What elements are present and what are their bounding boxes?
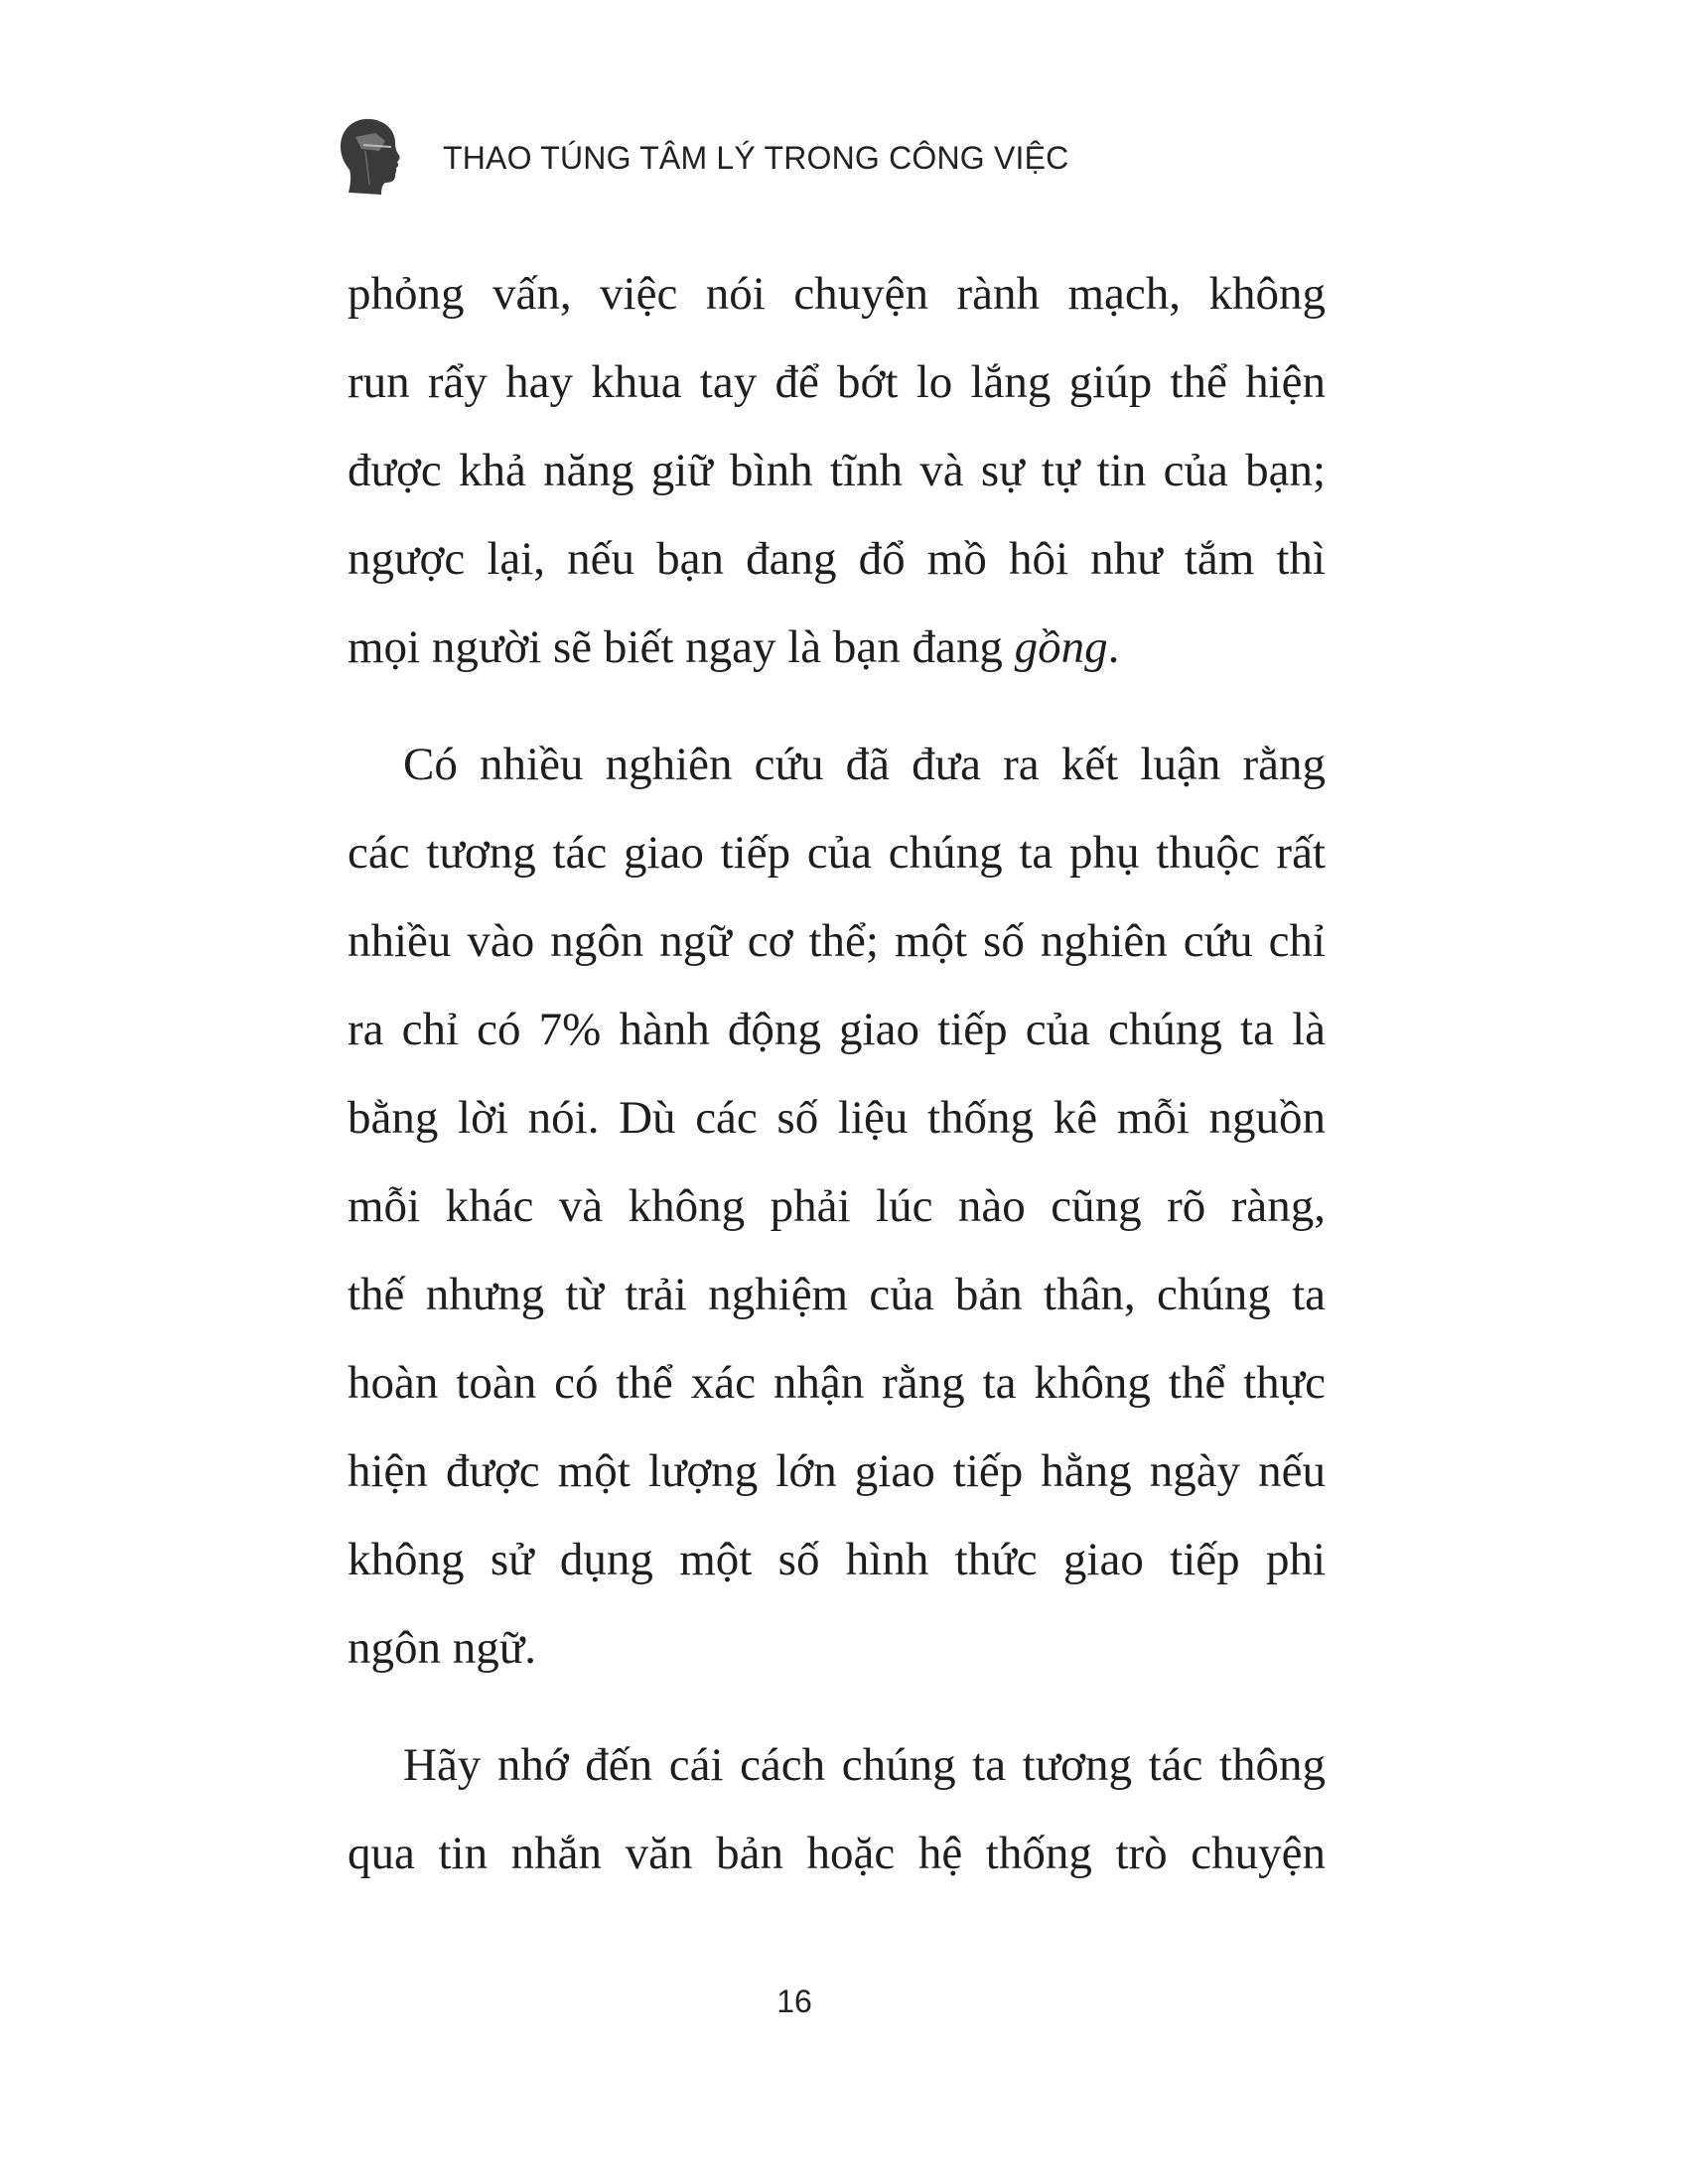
punctuation: . <box>1107 621 1120 673</box>
head-silhouette-icon <box>336 115 415 197</box>
text-segment: mọi người sẽ biết ngay là bạn đang <box>348 621 1015 673</box>
paragraph-3 <box>348 1721 1326 1898</box>
text-line: Hãy nhớ đến cái cách chúng ta tương tác thông <box>403 1739 1326 1791</box>
text-line: qua tin nhắn văn bản hoặc hệ thống trò chuyện <box>348 1828 1326 1879</box>
text-line: mỗi khác và không phải lúc nào cũng rõ ràng, <box>348 1180 1326 1232</box>
text-line: các tương tác giao tiếp của chúng ta phụ thuộc rất <box>348 827 1326 879</box>
text-line: run rẩy hay khua tay để bớt lo lắng giúp thể hiện <box>348 356 1326 408</box>
text-line: ra chỉ có 7% hành động giao tiếp của chúng ta là <box>348 1004 1326 1055</box>
page-number: 16 <box>776 1983 812 2019</box>
text-line: hiện được một lượng lớn giao tiếp hằng ngày nếu <box>348 1445 1326 1497</box>
text-line: bằng lời nói. Dù các số liệu thống kê mỗi nguồn <box>348 1092 1326 1144</box>
page-body <box>348 250 1326 1927</box>
text-line: phỏng vấn, việc nói chuyện rành mạch, không <box>348 268 1326 320</box>
text-line: ngược lại, nếu bạn đang đổ mồ hôi như tắm thì <box>348 533 1326 585</box>
text-line: được khả năng giữ bình tĩnh và sự tự tin của bạn; <box>348 445 1326 496</box>
text-line: không sử dụng một số hình thức giao tiếp phi <box>348 1534 1326 1585</box>
paragraph-1 <box>348 250 1326 692</box>
paragraph-2 <box>348 721 1326 1693</box>
text-line: thế nhưng từ trải nghiệm của bản thân, chúng ta <box>348 1269 1326 1320</box>
running-header <box>336 115 1068 197</box>
text-line: Có nhiều nghiên cứu đã đưa ra kết luận rằng <box>403 739 1326 790</box>
text-line: ngôn ngữ. <box>348 1622 536 1674</box>
text-line: nhiều vào ngôn ngữ cơ thể; một số nghiên cứu chỉ <box>348 915 1326 967</box>
text-line <box>348 604 1326 692</box>
text-line: hoàn toàn có thể xác nhận rằng ta không thể thực <box>348 1357 1326 1409</box>
italic-word: gồng <box>1014 621 1108 673</box>
book-title: THAO TÚNG TÂM LÝ TRONG CÔNG VIỆC <box>443 139 1069 176</box>
